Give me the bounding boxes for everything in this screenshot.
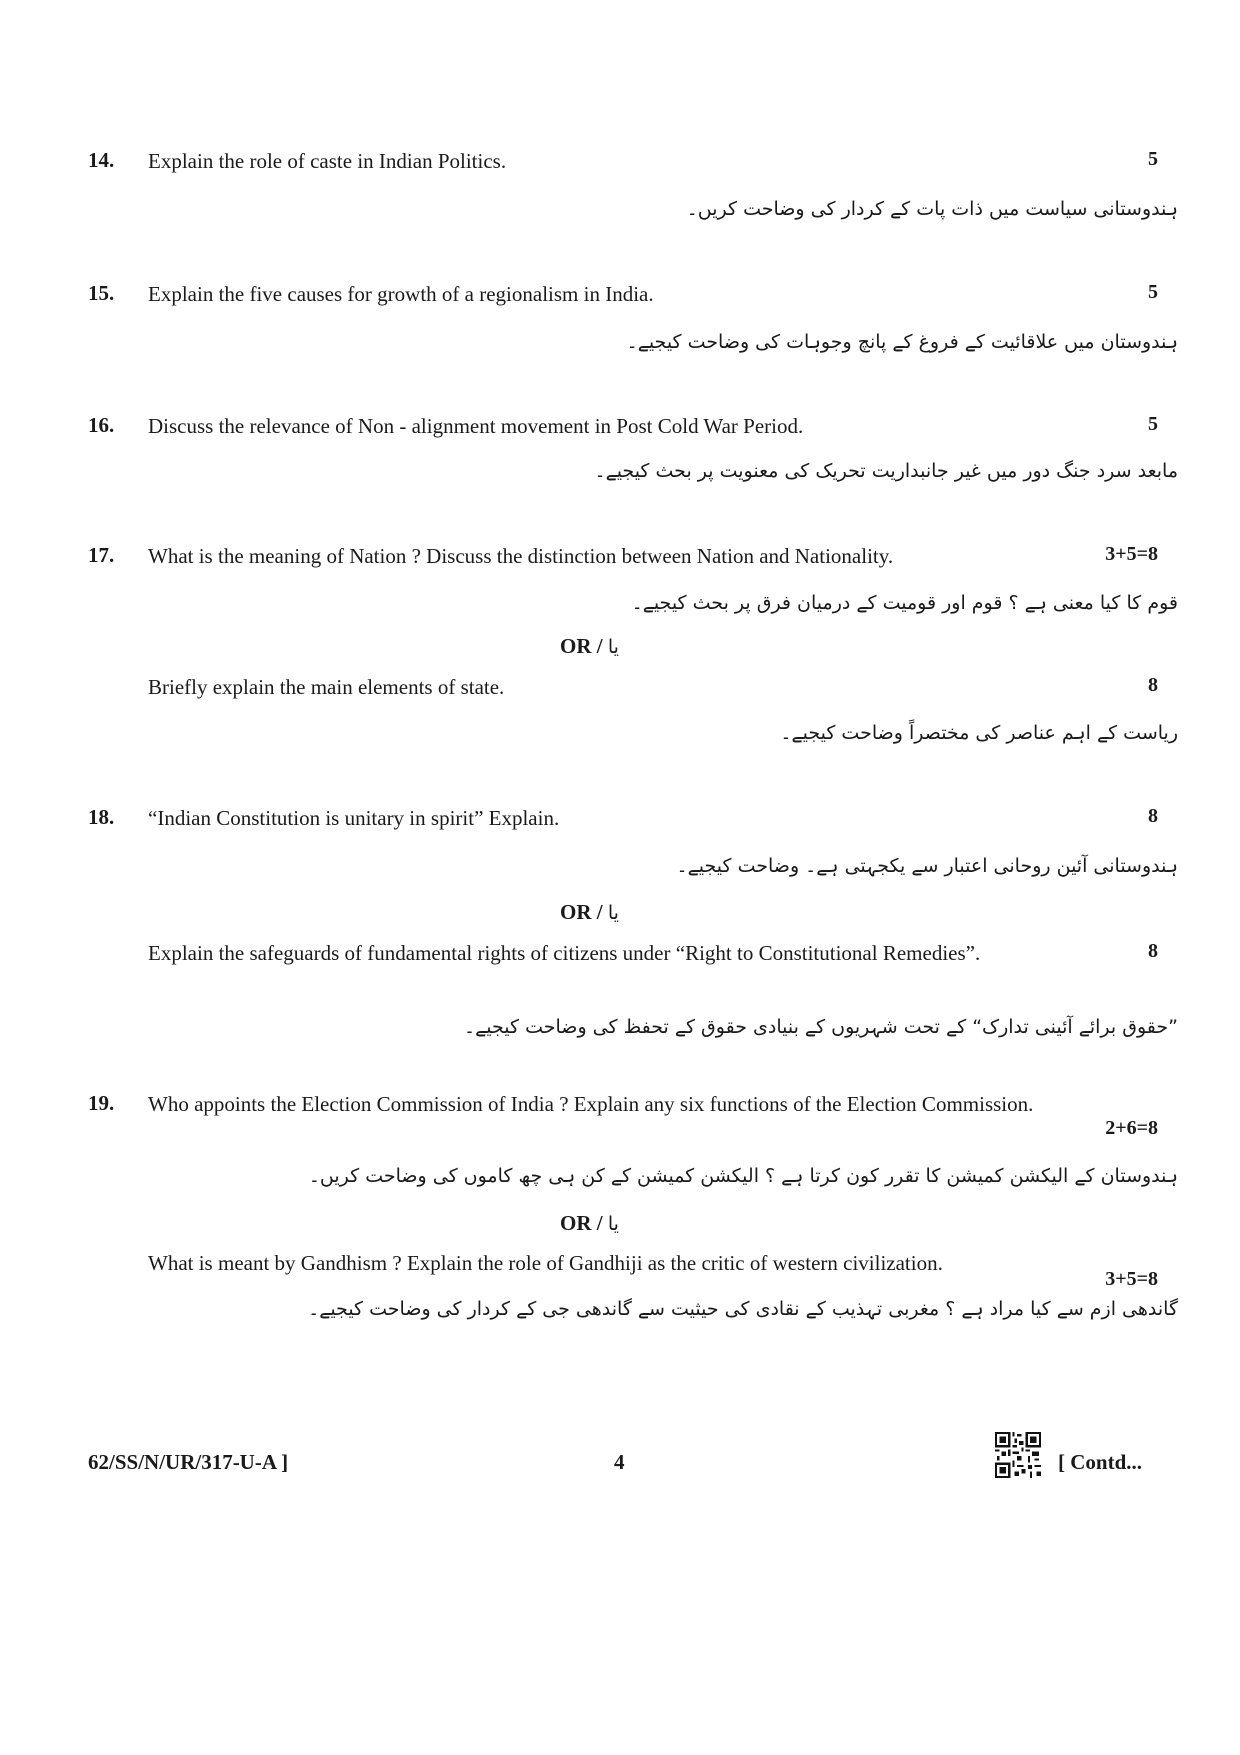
question-marks: 8 — [1148, 805, 1158, 827]
question-number: 16. — [88, 413, 115, 437]
continued-label: [ Contd... — [1058, 1450, 1143, 1474]
question-text: Who appoints the Election Commission of India ? Explain any six functions of the Election Commission. — [148, 1092, 1034, 1116]
or-label: OR / — [560, 1211, 603, 1235]
or-separator — [560, 634, 619, 659]
question-marks: 8 — [1148, 674, 1158, 696]
question-17-alternative-urdu: ریاست کے اہم عناصر کی مختصراً وضاحت کیجیے۔ — [780, 722, 1178, 744]
question-text: Briefly explain the main elements of state. — [148, 675, 505, 699]
question-text: What is the meaning of Nation ? Discuss the distinction between Nation and Nationality. — [148, 544, 894, 568]
question-number: 15. — [88, 281, 115, 305]
or-label: OR / — [560, 900, 603, 924]
question-text: What is meant by Gandhism ? Explain the role of Gandhiji as the critic of western civilization. — [148, 1251, 943, 1275]
question-17-urdu: قوم کا کیا معنی ہے ؟ قوم اور قومیت کے درمیان فرق پر بحث کیجیے۔ — [631, 592, 1178, 614]
question-marks: 8 — [1148, 940, 1158, 962]
question-16-urdu: مابعد سرد جنگ دور میں غیر جانبداریت تحریک کی معنویت پر بحث کیجیے۔ — [594, 460, 1178, 482]
question-marks: 5 — [1148, 413, 1158, 435]
question-19-alternative-urdu: گاندھی ازم سے کیا مراد ہے ؟ مغربی تہذیب کے نقادی کی حیثیت سے گاندھی جی کے کردار کی وضاحت کیجیے۔ — [308, 1298, 1178, 1320]
or-urdu: یا — [607, 1213, 619, 1235]
question-number: 17. — [88, 543, 115, 567]
question-text: Explain the role of caste in Indian Politics. — [148, 149, 507, 173]
question-19-urdu: ہندوستان کے الیکشن کمیشن کا تقرر کون کرتا ہے ؟ الیکشن کمیشن کے کن ہی چھ کاموں کی وضاحت کریں۔ — [308, 1165, 1178, 1187]
or-urdu: یا — [607, 636, 619, 658]
question-marks: 5 — [1148, 148, 1158, 170]
question-number: 14. — [88, 148, 115, 172]
question-number: 18. — [88, 805, 115, 829]
page-number: 4 — [614, 1450, 625, 1474]
paper-code: 62/SS/N/UR/317-U-A ] — [88, 1450, 289, 1474]
or-label: OR / — [560, 634, 603, 658]
question-14-urdu: ہندوستانی سیاست میں ذات پات کے کردار کی وضاحت کریں۔ — [686, 198, 1178, 220]
or-separator — [560, 900, 619, 925]
or-urdu: یا — [607, 902, 619, 924]
qr-code-icon — [995, 1432, 1041, 1478]
or-separator — [560, 1211, 619, 1236]
question-number: 19. — [88, 1091, 115, 1115]
question-text: Discuss the relevance of Non - alignment movement in Post Cold War Period. — [148, 414, 804, 438]
question-15-urdu: ہندوستان میں علاقائیت کے فروغ کے پانچ وجوہات کی وضاحت کیجیے۔ — [626, 331, 1178, 353]
question-text: “Indian Constitution is unitary in spirit” Explain. — [148, 806, 560, 830]
question-18-urdu: ہندوستانی آئین روحانی اعتبار سے یکجہتی ہے۔ وضاحت کیجیے۔ — [676, 855, 1178, 877]
question-18-alternative-urdu: ”حقوق برائے آئینی تدارک“ کے تحت شہریوں کے بنیادی حقوق کے تحفظ کی وضاحت کیجیے۔ — [464, 1016, 1178, 1038]
question-marks: 3+5=8 — [1105, 1268, 1158, 1290]
question-marks: 3+5=8 — [1105, 543, 1158, 565]
question-marks: 2+6=8 — [1105, 1117, 1158, 1139]
question-text: Explain the five causes for growth of a regionalism in India. — [148, 282, 654, 306]
question-marks: 5 — [1148, 281, 1158, 303]
question-text: Explain the safeguards of fundamental rights of citizens under “Right to Constitutional Remedies”. — [148, 941, 981, 965]
